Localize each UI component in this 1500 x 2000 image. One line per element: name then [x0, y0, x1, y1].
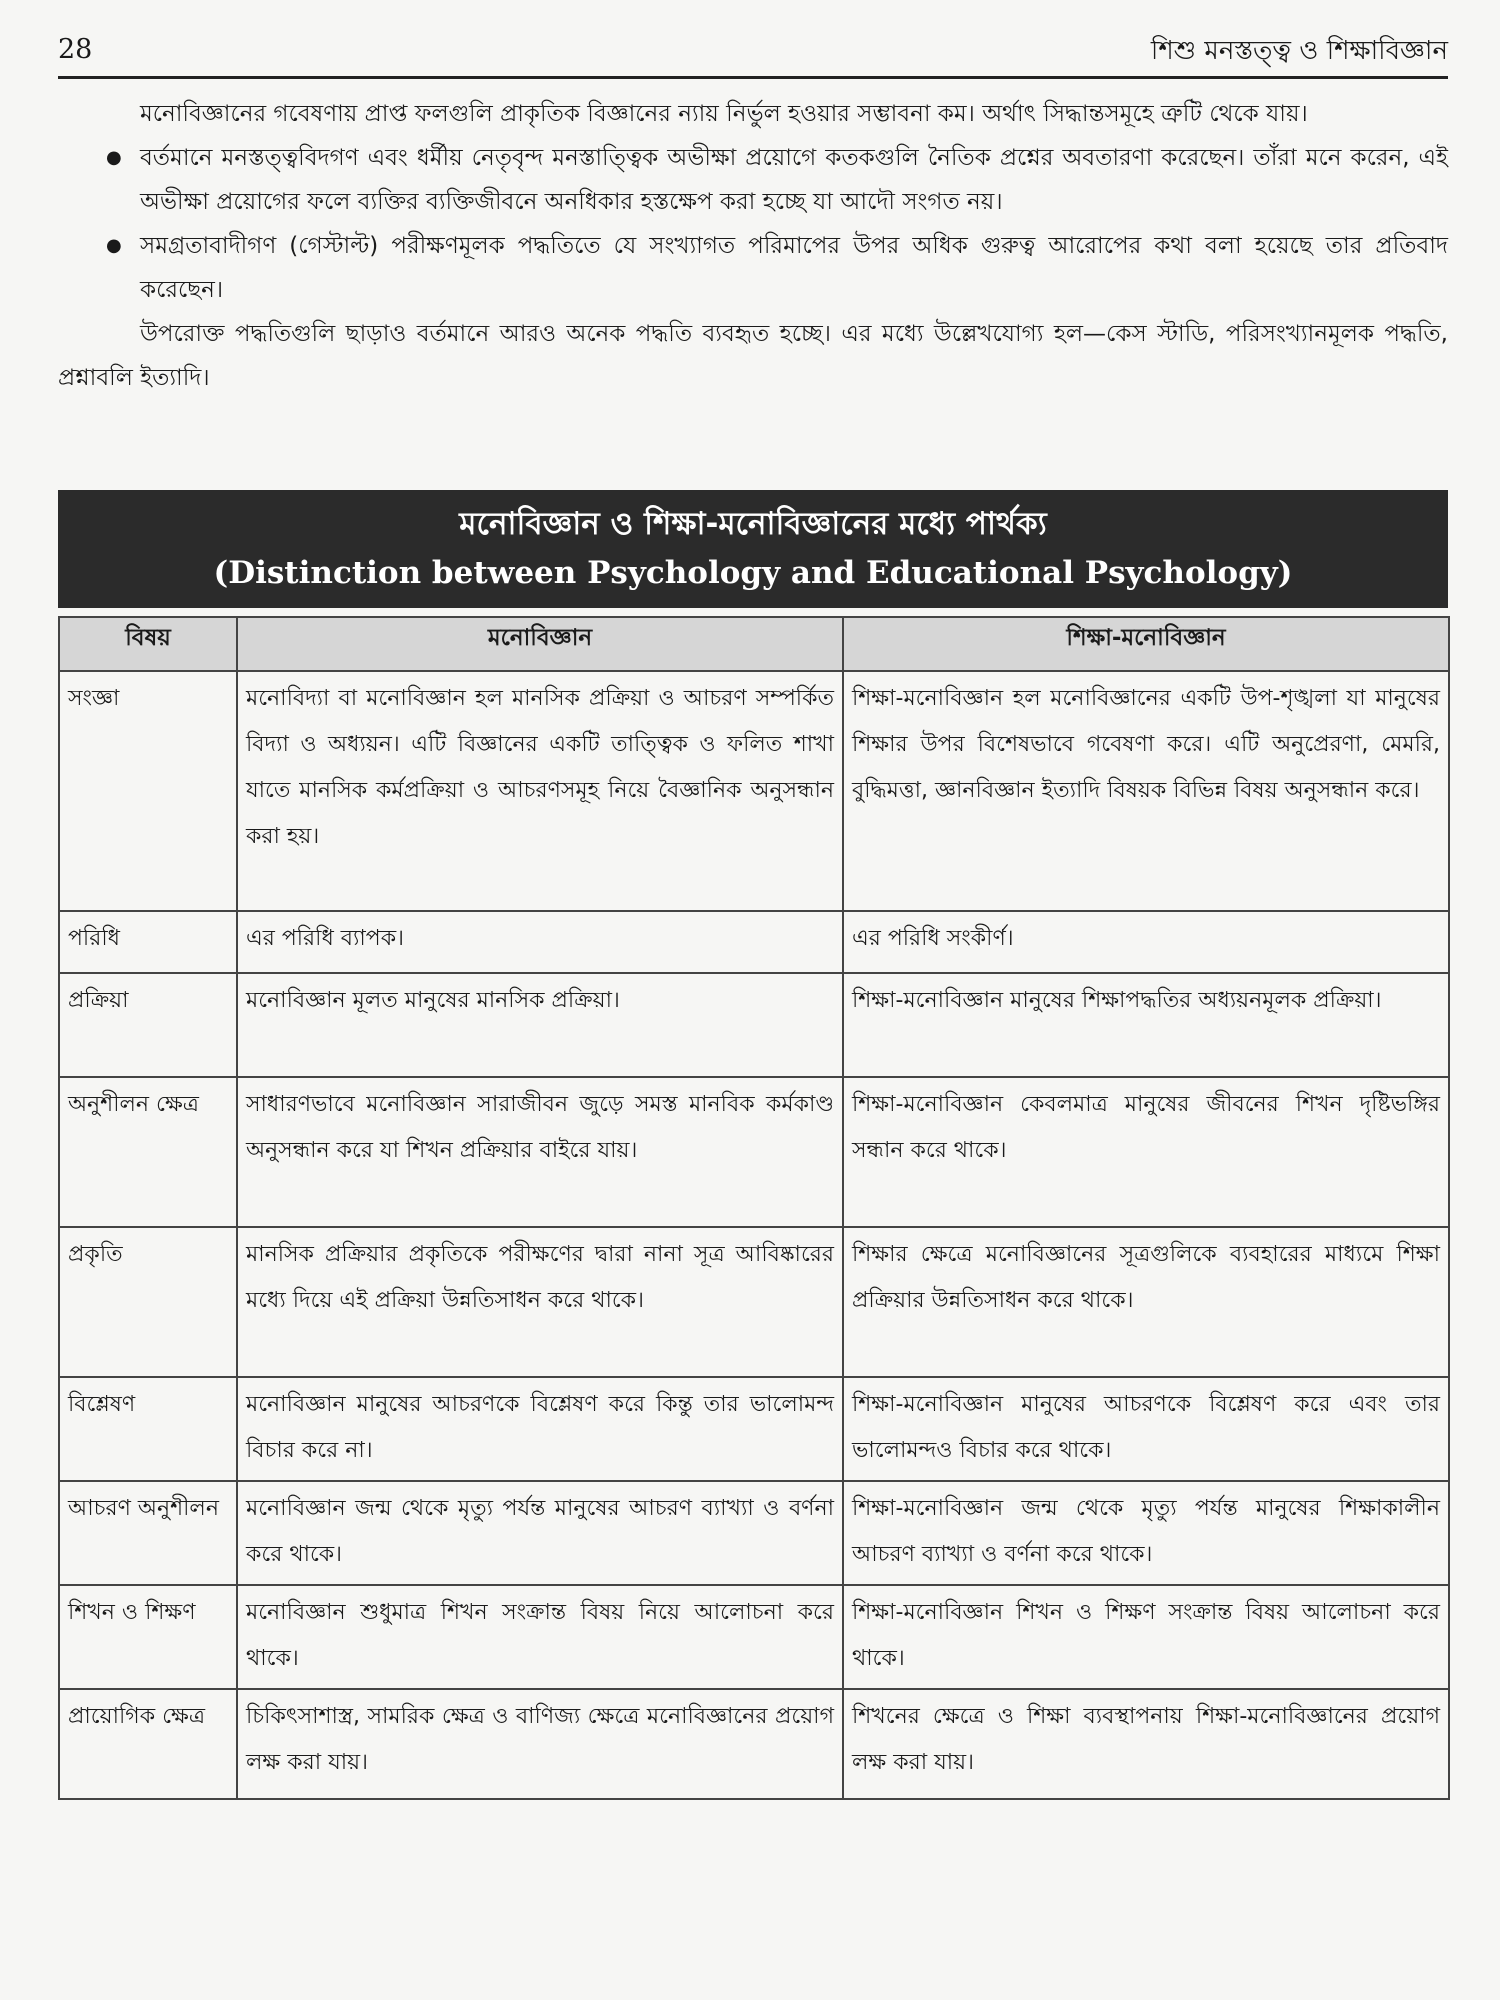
- educational-psychology-cell: এর পরিধি সংকীর্ণ।: [843, 911, 1449, 973]
- continued-paragraph: মনোবিজ্ঞানের গবেষণায় প্রাপ্ত ফলগুলি প্রাকৃতিক বিজ্ঞানের ন্যায় নির্ভুল হওয়ার সম্ভাবনা কম। অর্থাৎ সিদ্ধান্তসমূহে ত্রুটি থেকে যায়।: [140, 101, 1308, 127]
- educational-psychology-cell: শিক্ষার ক্ষেত্রে মনোবিজ্ঞানের সূত্রগুলিকে ব্যবহারের মাধ্যমে শিক্ষা প্রক্রিয়ার উন্নতিসাধন করে থাকে।: [843, 1227, 1449, 1377]
- educational-psychology-cell: শিক্ষা-মনোবিজ্ঞান মানুষের শিক্ষাপদ্ধতির অধ্যয়নমূলক প্রক্রিয়া।: [843, 973, 1449, 1077]
- paragraph: উপরোক্ত পদ্ধতিগুলি ছাড়াও বর্তমানে আরও অনেক পদ্ধতি ব্যবহৃত হচ্ছে। এর মধ্যে উল্লেখযোগ্য হল—কেস স্টাডি, পরিসংখ্যানমূলক পদ্ধতি, প্রশ্নাবলি ইত্যাদি।: [58, 321, 1448, 391]
- table-row: [59, 973, 1449, 1077]
- bullet-list: [58, 136, 1448, 312]
- educational-psychology-cell: শিখনের ক্ষেত্রে ও শিক্ষা ব্যবস্থাপনায় শিক্ষা-মনোবিজ্ঞানের প্রয়োগ লক্ষ করা যায়।: [843, 1689, 1449, 1799]
- list-item: ● বর্তমানে মনস্তত্ত্ববিদগণ এবং ধর্মীয় নেতৃবৃন্দ মনস্তাত্ত্বিক অভীক্ষা প্রয়োগে কতকগুলি নৈতিক প্রশ্নের অবতারণা করেছেন। তাঁরা মনে করেন, এই অভীক্ষা প্রয়োগের ফলে ব্যক্তির ব্যক্তিজীবনে অনধিকার হস্তক্ষেপ করা হচ্ছে যা আদৌ সংগত নয়।: [58, 136, 1448, 224]
- educational-psychology-cell: শিক্ষা-মনোবিজ্ঞান শিখন ও শিক্ষণ সংক্রান্ত বিষয় আলোচনা করে থাকে।: [843, 1585, 1449, 1689]
- educational-psychology-cell: শিক্ষা-মনোবিজ্ঞান কেবলমাত্র মানুষের জীবনের শিখন দৃষ্টিভঙ্গির সন্ধান করে থাকে।: [843, 1077, 1449, 1227]
- page-header: [58, 20, 1448, 76]
- section-title-bengali: মনোবিজ্ঞান ও শিক্ষা-মনোবিজ্ঞানের মধ্যে পার্থক্য: [459, 506, 1047, 542]
- row-topic: প্রকৃতি: [59, 1227, 237, 1377]
- row-topic: আচরণ অনুশীলন: [59, 1481, 237, 1585]
- section-banner: [58, 490, 1448, 608]
- comparison-table: [58, 616, 1450, 1800]
- psychology-cell: চিকিৎসাশাস্ত্র, সামরিক ক্ষেত্র ও বাণিজ্য ক্ষেত্রে মনোবিজ্ঞানের প্রয়োগ লক্ষ করা যায়।: [237, 1689, 843, 1799]
- psychology-cell: মানসিক প্রক্রিয়ার প্রকৃতিকে পরীক্ষণের দ্বারা নানা সূত্র আবিষ্কারের মধ্যে দিয়ে এই প্রক্রিয়া উন্নতিসাধন করে থাকে।: [237, 1227, 843, 1377]
- psychology-cell: মনোবিজ্ঞান মূলত মানুষের মানসিক প্রক্রিয়া।: [237, 973, 843, 1077]
- psychology-cell: মনোবিজ্ঞান জন্ম থেকে মৃত্যু পর্যন্ত মানুষের আচরণ ব্যাখ্যা ও বর্ণনা করে থাকে।: [237, 1481, 843, 1585]
- row-topic: সংজ্ঞা: [59, 671, 237, 911]
- header-psychology: মনোবিজ্ঞান: [237, 617, 843, 671]
- psychology-cell: মনোবিজ্ঞান শুধুমাত্র শিখন সংক্রান্ত বিষয় নিয়ে আলোচনা করে থাকে।: [237, 1585, 843, 1689]
- educational-psychology-cell: শিক্ষা-মনোবিজ্ঞান মানুষের আচরণকে বিশ্লেষণ করে এবং তার ভালোমন্দও বিচার করে থাকে।: [843, 1377, 1449, 1481]
- table-row: [59, 1377, 1449, 1481]
- row-topic: অনুশীলন ক্ষেত্র: [59, 1077, 237, 1227]
- row-topic: বিশ্লেষণ: [59, 1377, 237, 1481]
- row-topic: প্রক্রিয়া: [59, 973, 237, 1077]
- list-item: ● সমগ্রতাবাদীগণ (গেস্টাল্ট) পরীক্ষণমূলক পদ্ধতিতে যে সংখ্যাগত পরিমাপের উপর অধিক গুরুত্ব আরোপের কথা বলা হয়েছে তার প্রতিবাদ করেছেন।: [58, 224, 1448, 312]
- psychology-cell: সাধারণভাবে মনোবিজ্ঞান সারাজীবন জুড়ে সমস্ত মানবিক কর্মকাণ্ড অনুসন্ধান করে যা শিখন প্রক্রিয়ার বাইরে যায়।: [237, 1077, 843, 1227]
- educational-psychology-cell: শিক্ষা-মনোবিজ্ঞান জন্ম থেকে মৃত্যু পর্যন্ত মানুষের শিক্ষাকালীন আচরণ ব্যাখ্যা ও বর্ণনা করে থাকে।: [843, 1481, 1449, 1585]
- psychology-cell: এর পরিধি ব্যাপক।: [237, 911, 843, 973]
- table-row: [59, 671, 1449, 911]
- header-topic: বিষয়: [59, 617, 237, 671]
- table-header-row: [59, 617, 1449, 671]
- table-row: [59, 1077, 1449, 1227]
- table-row: [59, 1585, 1449, 1689]
- row-topic: পরিধি: [59, 911, 237, 973]
- psychology-cell: মনোবিদ্যা বা মনোবিজ্ঞান হল মানসিক প্রক্রিয়া ও আচরণ সম্পর্কিত বিদ্যা ও অধ্যয়ন। এটি বিজ্ঞানের একটি তাত্ত্বিক ও ফলিত শাখা যাতে মানসিক কর্মপ্রক্রিয়া ও আচরণসমূহ নিয়ে বৈজ্ঞানিক অনুসন্ধান করা হয়।: [237, 671, 843, 911]
- header-divider: [58, 76, 1448, 79]
- row-topic: প্রায়োগিক ক্ষেত্র: [59, 1689, 237, 1799]
- body-text: [58, 92, 1448, 400]
- table-row: [59, 1481, 1449, 1585]
- table-row: [59, 1689, 1449, 1799]
- psychology-cell: মনোবিজ্ঞান মানুষের আচরণকে বিশ্লেষণ করে কিন্তু তার ভালোমন্দ বিচার করে না।: [237, 1377, 843, 1481]
- section-title-english: (Distinction between Psychology and Educational Psychology): [213, 555, 1293, 591]
- row-topic: শিখন ও শিক্ষণ: [59, 1585, 237, 1689]
- table-row: [59, 1227, 1449, 1377]
- educational-psychology-cell: শিক্ষা-মনোবিজ্ঞান হল মনোবিজ্ঞানের একটি উপ-শৃঙ্খলা যা মানুষের শিক্ষার উপর বিশেষভাবে গবেষণা করে। এটি অনুপ্রেরণা, মেমরি, বুদ্ধিমত্তা, জ্ঞানবিজ্ঞান ইত্যাদি বিষয়ক বিভিন্ন বিষয় অনুসন্ধান করে।: [843, 671, 1449, 911]
- running-title: শিশু মনস্তত্ত্ব ও শিক্ষাবিজ্ঞান: [1150, 36, 1448, 66]
- page-number: 28: [58, 34, 93, 65]
- header-educational-psychology: শিক্ষা-মনোবিজ্ঞান: [843, 617, 1449, 671]
- table-row: [59, 911, 1449, 973]
